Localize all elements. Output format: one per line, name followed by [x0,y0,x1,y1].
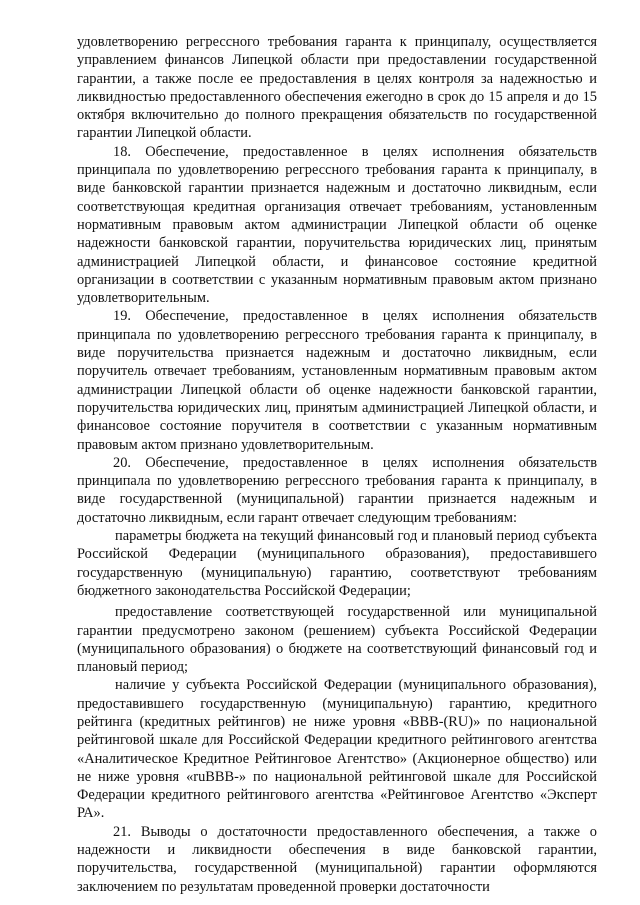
requirement-guarantee-provision: предоставление соответствующей государственной или муниципальной гарантии предусмотрено законом (решением) субъекта Российской Федерации (муниципального образования) о бюджете на соответствующий финансовый год и плановый период; [77,604,597,676]
paragraph-20: 20. Обеспечение, предоставленное в целях исполнения обязательств принципала по удовлетворению регрессного требования гаранта к принципалу, в виде государственной (муниципальной) гарантии признается надежным и достаточно ликвидным, если гарант отвечает следующим требованиям: [77,454,597,526]
paragraph-17-continuation: удовлетворению регрессного требования гаранта к принципалу, осуществляется управлением финансов Липецкой области при предоставлении государственной гарантии, а также после ее предоставления в целях контроля за надежностью и ликвидностью предоставленного обеспечения ежегодно в срок до 15 апреля и до 15 октября включительно до полного прекращения обязательств по государственной гарантии Липецкой области. [77,34,597,142]
document-page [77,33,597,896]
paragraph-21: 21. Выводы о достаточности предоставленного обеспечения, а также о надежности и ликвидности обеспечения в виде банковской гарантии, поручительства, государственной (муниципальной) гарантии оформляются заключением по результатам проведенной проверки достаточности [77,823,597,895]
requirement-budget-parameters: параметры бюджета на текущий финансовый год и плановый период субъекта Российской Федерации (муниципального образования), предоставившего государственную (муниципальную) гарантию, соответствуют требованиям бюджетного законодательства Российской Федерации; [77,528,597,599]
requirement-credit-rating: наличие у субъекта Российской Федерации (муниципального образования), предоставившего государственную (муниципальную) гарантию, кредитного рейтинга (кредитных рейтингов) не ниже уровня «BBB-(RU)» по национальной рейтинговой шкале для Российской Федерации кредитного рейтингового агентства «Аналитическое Кредитное Рейтинговое Агентство» (Акционерное общество) или не ниже уровня «ruBBB-» по национальной рейтинговой шкале для Российской Федерации кредитного рейтингового агентства «Рейтинговое Агентство «Эксперт РА». [77,677,597,822]
paragraph-18: 18. Обеспечение, предоставленное в целях исполнения обязательств принципала по удовлетворению регрессного требования гаранта к принципалу, в виде банковской гарантии признается надежным и достаточно ликвидным, если соответствующая кредитная организация отвечает требованиям, установленным нормативным правовым актом администрации Липецкой области об оценке надежности банковской гарантии, поручительства юридических лиц, принятым администрацией Липецкой области, и финансовое состояние кредитной организации в соответствии с указанным нормативным правовым актом признано удовлетворительным. [77,143,597,307]
paragraph-19: 19. Обеспечение, предоставленное в целях исполнения обязательств принципала по удовлетворению регрессного требования гаранта к принципалу, в виде поручительства признается надежным и достаточно ликвидным, если поручитель отвечает требованиям, установленным нормативным правовым актом администрации Липецкой области об оценке надежности банковской гарантии, поручительства юридических лиц, принятым администрацией Липецкой области, и финансовое состояние поручителя в соответствии с указанным нормативным правовым актом признано удовлетворительным. [77,308,597,453]
